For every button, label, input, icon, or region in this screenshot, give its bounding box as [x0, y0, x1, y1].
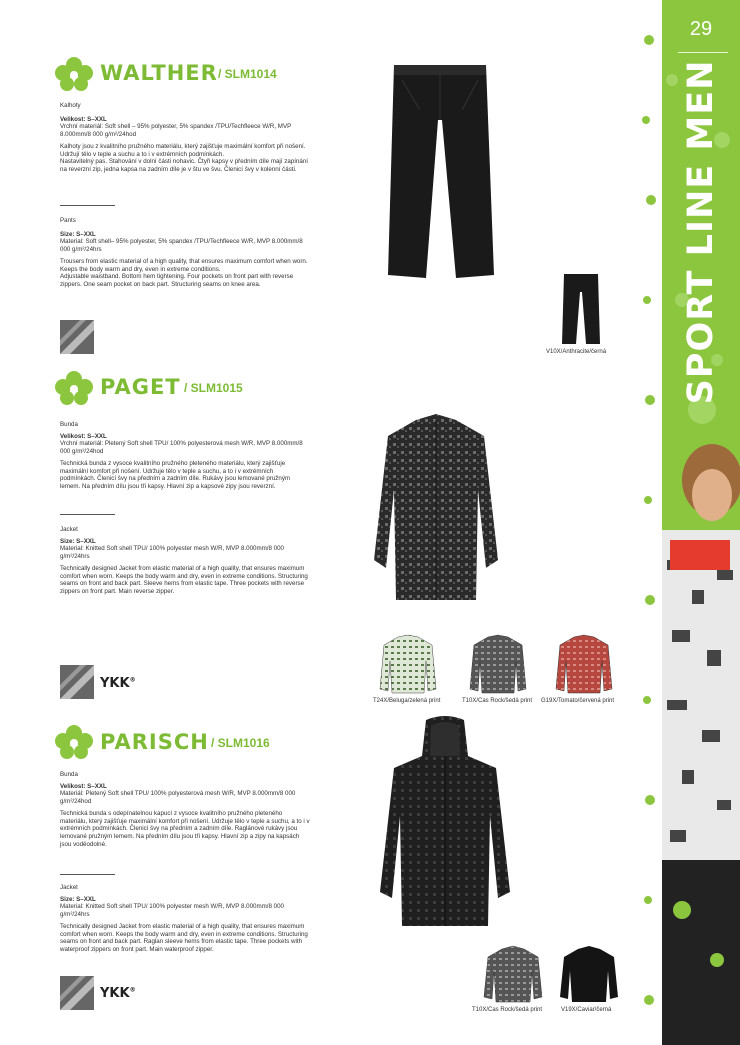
- product-description: Technically designed Jacket from elastic material of a high quality, that ensures maximum comfort when worn. Keeps the body warm and dry, even in extreme conditions. Structuring seams on front and back part. Raglan sleeve hems from elastic tape. Three pockets with waterproof zippers on front part. Main waterproof zipper.: [60, 922, 308, 953]
- product-code: / SLM1014: [218, 67, 277, 81]
- page-number-rule: [678, 52, 728, 53]
- fabric-badge-icon: [60, 976, 94, 1010]
- product-material: Vrchní materiál: Pletený Soft shell TPU/ 100% polyesterová mesh W/R, MVP 8.000mm/8 000 g/m²/24hod: [60, 440, 303, 456]
- sidebar-white-strip: [636, 0, 662, 1045]
- product-type: Bunda: [60, 771, 78, 778]
- fabric-badge-icon: [60, 665, 94, 699]
- product-description: Technically designed Jacket from elastic material of a high quality, that ensures maximum comfort when worn. Keeps the body warm and dry, even in extreme conditions. Structuring seams on front and back part. Sleeve hems from elastic tape. Three pockets with reverse zippers on front part. Main reverse zipper.: [60, 564, 308, 595]
- variant-label: T10X/Cas Rock/šedá print: [462, 698, 533, 704]
- product-title: WALTHER: [100, 61, 218, 85]
- model-photo: [662, 440, 740, 1045]
- ykk-logo: YKK®: [100, 986, 136, 1001]
- product-image-hooded-jacket: [376, 716, 514, 930]
- product-code: / SLM1015: [184, 381, 243, 395]
- description-en: [60, 884, 310, 954]
- product-material: Material: Knitted Soft shell TPU/ 100% polyester mesh W/R, MVP 8.000mm/8 000 g/m²/24hrs: [60, 545, 284, 561]
- product-description: Kalhoty jsou z kvalitního pružného materiálu, který zajišťuje maximální komfort při nošení. Udržují tělo v teple a suchu a to i v extrémních podmínkách.: [60, 142, 306, 158]
- product-type: Kalhoty: [60, 102, 81, 109]
- divider: [60, 205, 115, 206]
- page-number: 29: [689, 18, 713, 40]
- product-material: Material: Soft shell– 95% polyester, 5% spandex /TPU/Techfleece W/R, MVP 8.000mm/8 000 g/m²/24hrs: [60, 238, 303, 254]
- flower-pattern-strip: [636, 0, 662, 1045]
- variant-label: V19X/Caviar/černá: [561, 1007, 612, 1013]
- variant-label: V10X/Anthracite/černá: [546, 349, 607, 355]
- product-description: Technická bunda z vysoce kvalitního pružného pleteného materiálu, který zajišťuje maximální komfort při nošení. Udržuje tělo v teple a suchu, a to i v extrémních podmínkách. Členicí švy na předním a zadním díle. Rukávy jsou lemované pružným lemem. Na předním dílu jsou tři kapsy. Hlavní zip a kapsové zipy jsou reverzní.: [60, 459, 291, 490]
- product-material: Vrchní materiál: Soft shell – 95% polyester, 5% spandex /TPU/Techfleece W/R, MVP 8.000mm/8 000 g/m²/24hod: [60, 123, 292, 139]
- section-title: SPORT LINE MEN: [681, 59, 721, 405]
- description-en: [60, 526, 310, 596]
- divider: [60, 874, 115, 875]
- product-image-jacket: [368, 410, 504, 605]
- variant-thumbnail: [378, 633, 438, 695]
- variant-thumbnail: [556, 945, 622, 1003]
- product-title: PARISCH: [100, 730, 209, 754]
- divider: [60, 514, 115, 515]
- product-material: Materiál: Pletený Soft shell TPU/ 100% polyesterová mesh W/R, MVP 8.000mm/8 000 g/m²/24hod: [60, 790, 296, 806]
- product-description: Trousers from elastic material of a high quality, that ensures maximum comfort when worn. Keeps the body warm and dry, even in extreme conditions.: [60, 257, 308, 273]
- product-type: Jacket: [60, 526, 78, 533]
- product-image-pants: [382, 60, 498, 285]
- product-code: / SLM1016: [211, 736, 270, 750]
- flower-logo-icon: [54, 56, 94, 92]
- product-material: Material: Knitted Soft shell TPU/ 100% polyester mesh W/R, MVP 8.000mm/8 000 g/m²/24hrs: [60, 903, 284, 919]
- product-size: Velikost: S–XXL: [60, 432, 107, 440]
- flower-logo-icon: [54, 370, 94, 406]
- product-type: Bunda: [60, 421, 78, 428]
- product-type: Jacket: [60, 884, 78, 891]
- variant-thumbnail: [480, 945, 546, 1003]
- flower-logo-icon: [54, 724, 94, 760]
- product-features: Adjustable waistband. Bottom hem tightening. Four pockets on front part with reverse zippers. One seam pocket on back part. Structuring seams on knee area.: [60, 273, 294, 288]
- variant-thumbnail: [554, 633, 614, 695]
- product-size: Velikost: S–XXL: [60, 782, 107, 790]
- variant-label: T24X/Beluga/zelená print: [373, 698, 441, 704]
- product-description: Technická bunda s odepínatelnou kapucí z vysoce kvalitního pružného pleteného materiálu, který zajišťuje maximální komfort při nošení. Udržuje tělo v teple a suchu, a to i v extrémních podmínkách. Členicí švy na předním a zadním díle. Raglánové rukávy jsou lemované pružným lemem. Na předním dílu jsou tři kapsy. Hlavní zip a zipy na kapsách jsou voděodolné.: [60, 809, 310, 848]
- variant-label: T10X/Cas Rock/šedá print: [472, 1007, 543, 1013]
- variant-label: G19X/Tomato/červená print: [541, 698, 615, 704]
- description-cz: [60, 771, 310, 848]
- fabric-badge-icon: [60, 320, 94, 354]
- product-title: PAGET: [100, 375, 181, 399]
- variant-thumbnail: [560, 272, 602, 346]
- ykk-logo: YKK®: [100, 676, 136, 691]
- description-cz: [60, 421, 310, 491]
- product-size: Size: S–XXL: [60, 537, 96, 545]
- product-features: Nastavitelný pas. Stahování v dolní části nohavic. Čtyři kapsy v předním díle mají zapínání na reverzní zip, jedna kapsa na zadním díle je v štu ve švu. Členicí švy v kolenní části.: [60, 158, 308, 173]
- product-type: Pants: [60, 217, 76, 224]
- description-en: [60, 217, 310, 289]
- variant-thumbnail: [468, 633, 528, 695]
- description-cz: [60, 102, 310, 174]
- product-size: Velikost: S–XXL: [60, 115, 107, 123]
- product-size: Size: S–XXL: [60, 230, 96, 238]
- product-size: Size: S–XXL: [60, 895, 96, 903]
